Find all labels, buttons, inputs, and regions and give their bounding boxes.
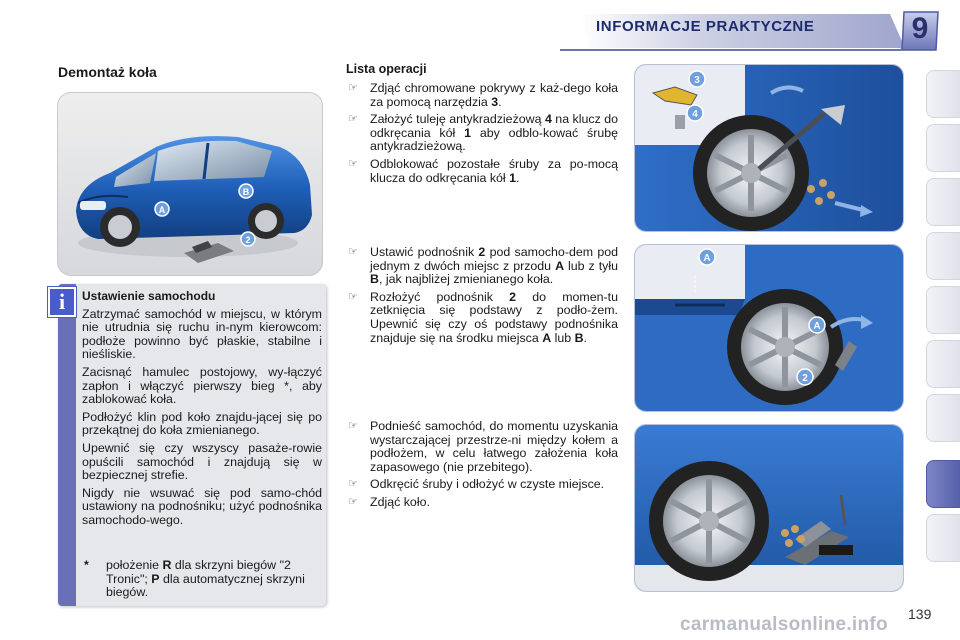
- marker-a-label: A: [813, 321, 821, 332]
- illustration-car-lifted: [634, 424, 904, 592]
- illustration-jack-placement: [634, 244, 904, 412]
- chapter-number: 9: [911, 12, 929, 45]
- chapter-tab[interactable]: [926, 340, 960, 388]
- jack-marker-2: [797, 369, 813, 385]
- operation-step: ☞ Odkręcić śruby i odłożyć w czyste miejsce.: [348, 477, 605, 492]
- operations-group-3: [346, 420, 618, 514]
- operation-step: ☞ Zdjąć koło.: [348, 494, 430, 509]
- tool-marker-4: [687, 105, 703, 121]
- chapter-tab[interactable]: [926, 232, 960, 280]
- section-title: Demontaż koła: [58, 64, 157, 80]
- chapter-tabs: [926, 70, 960, 580]
- pointing-hand-icon: ☞: [348, 82, 358, 94]
- chapter-tab[interactable]: [926, 70, 960, 118]
- info-paragraph: Podłożyć klin pod koło znajdu-jącej się po przekątnej do koła zmienianego.: [82, 409, 322, 438]
- lift-point-marker-a: [809, 317, 825, 333]
- watermark: carmanualsonline.info: [680, 614, 888, 635]
- info-paragraph: Zacisnąć hamulec postojowy, wy-łączyć zapłon i włączyć pierwszy bieg *, aby zablokować koła.: [82, 364, 322, 407]
- operation-step: ☞ Założyć tuleję antykradzieżową 4 na klucz do odkręcania kół 1 aby odblo-kować śrubę antykradzieżową.: [348, 112, 618, 154]
- pointing-hand-icon: ☞: [348, 113, 358, 126]
- pointing-hand-icon: ☞: [348, 246, 358, 258]
- chapter-tab[interactable]: [926, 514, 960, 562]
- operations-group-1: [346, 82, 618, 189]
- footnote-text: położenie R dla skrzyni biegów "2 Tronic"; P dla automatycznej skrzyni biegów.: [106, 558, 305, 600]
- marker-b-label: B: [242, 187, 250, 197]
- info-paragraph: Zatrzymać samochód w miejscu, w którym nie utrudnia się ruchu in-nym kierowcom: podłoże powinno być płaskie, stabilne i nieśliskie.: [82, 306, 322, 362]
- footnote-star: *: [84, 558, 89, 572]
- tool-marker-3: [689, 71, 705, 87]
- operation-step: ☞ Podnieść samochód, do momentu uzyskania wystarczającej przestrze-ni między kołem a podłożem, w celu łatwego założenia koła zapasowego (nie przebitego).: [348, 419, 618, 474]
- marker-a-top-label: A: [703, 253, 711, 264]
- operation-step: ☞ Odblokować pozostałe śruby za po-mocą klucza do odkręcania kół 1.: [348, 156, 618, 185]
- info-content: [82, 290, 322, 532]
- pointing-hand-icon: ☞: [348, 420, 358, 432]
- car-illustration: [57, 92, 323, 276]
- operation-step: ☞ Rozłożyć podnośnik 2 do momen-tu zetknięcia się podstawy z podło-żem. Upewnić się czy oś podstawy podnośnika znajduje się na środku miejsca A lub B.: [348, 289, 618, 345]
- jack-marker-2: [241, 232, 255, 246]
- marker-2-label: 2: [802, 373, 808, 384]
- marker-3-label: 3: [694, 75, 700, 86]
- chapter-tab[interactable]: [926, 286, 960, 334]
- info-icon: i: [48, 287, 76, 317]
- operations-group-2: [346, 246, 618, 349]
- lift-point-marker-a: [155, 202, 169, 216]
- operation-step: ☞ Zdjąć chromowane pokrywy z każ-dego koła za pomocą narzędzia 3.: [348, 81, 618, 109]
- info-paragraph: Upewnić się czy wszyscy pasaże-rowie opuścili samochód i znajdują się w bezpiecznej strefie.: [82, 440, 322, 483]
- chapter-tab[interactable]: [926, 124, 960, 172]
- pointing-hand-icon: ☞: [348, 157, 358, 170]
- info-stripe: [58, 284, 76, 606]
- header-title: INFORMACJE PRAKTYCZNE: [596, 18, 815, 35]
- page-number: 139: [908, 606, 932, 622]
- info-title: Ustawienie samochodu: [82, 289, 216, 303]
- chapter-tab-active[interactable]: [926, 460, 960, 508]
- chapter-tab[interactable]: [926, 178, 960, 226]
- marker-a-label: A: [158, 205, 166, 215]
- pointing-hand-icon: ☞: [348, 495, 358, 508]
- marker-2-label: 2: [245, 235, 251, 245]
- illustration-wheel-bolts: [634, 64, 904, 232]
- lift-point-marker-b: [239, 184, 253, 198]
- footnote: [84, 559, 324, 600]
- pointing-hand-icon: ☞: [348, 290, 358, 303]
- operation-step: ☞ Ustawić podnośnik 2 pod samocho-dem pod jednym z dwóch miejsc z przodu A lub z tyłu B, jak najbliżej zmienianego koła.: [348, 245, 619, 287]
- operations-title: Lista operacji: [346, 62, 427, 76]
- marker-4-label: 4: [692, 109, 698, 120]
- lift-point-marker-a-top: [699, 249, 715, 265]
- pointing-hand-icon: ☞: [348, 478, 358, 491]
- info-paragraph: Nigdy nie wsuwać się pod samo-chód ustawiony na podnośniku; użyć podnośnika samochodo-wego.: [82, 485, 322, 527]
- chapter-tab[interactable]: [926, 394, 960, 442]
